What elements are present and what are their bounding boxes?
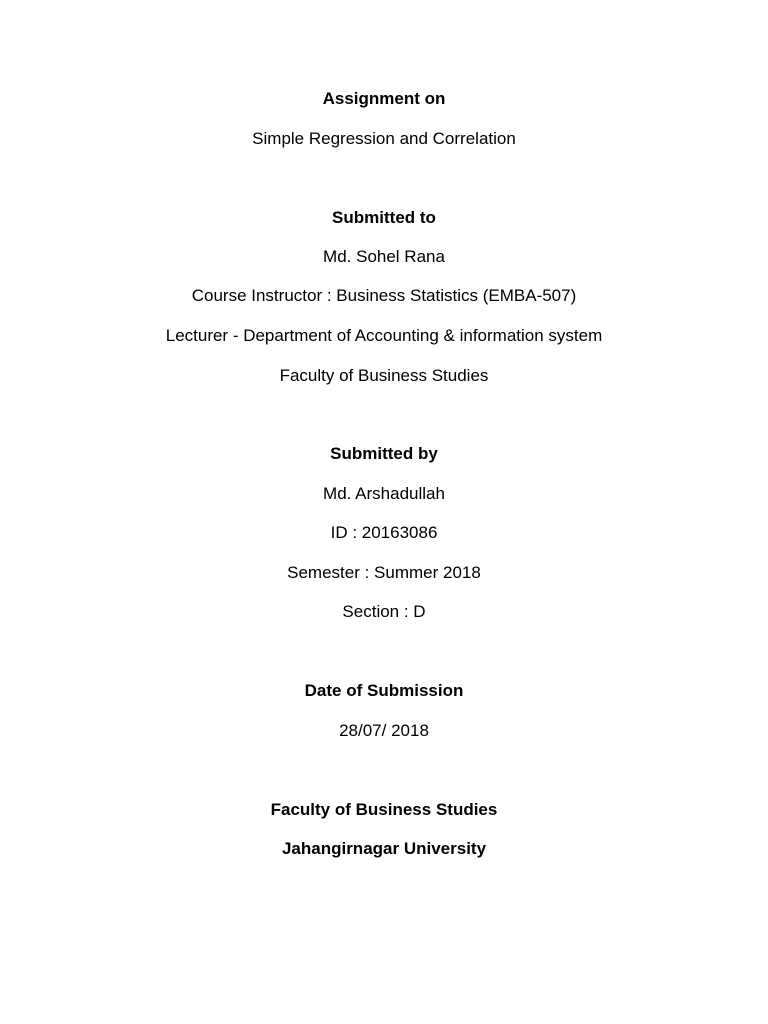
submission-date: 28/07/ 2018 <box>339 721 429 740</box>
assignment-heading: Assignment on <box>322 89 446 108</box>
assignment-topic: Simple Regression and Correlation <box>252 129 516 148</box>
student-id: ID : 20163086 <box>330 523 438 542</box>
submitted-to-heading: Submitted to <box>332 208 436 227</box>
student-section: Section : D <box>342 602 426 621</box>
instructor-faculty: Faculty of Business Studies <box>279 366 489 385</box>
instructor-course: Course Instructor : Business Statistics (EMBA-507) <box>191 286 577 305</box>
instructor-position: Lecturer - Department of Accounting & information system <box>165 326 603 345</box>
instructor-name: Md. Sohel Rana <box>323 247 445 266</box>
student-semester: Semester : Summer 2018 <box>287 563 481 582</box>
submission-date-heading: Date of Submission <box>304 681 464 700</box>
institution-university: Jahangirnagar University <box>281 839 487 858</box>
student-name: Md. Arshadullah <box>323 484 445 503</box>
institution-faculty: Faculty of Business Studies <box>270 800 498 819</box>
submitted-by-heading: Submitted by <box>330 444 438 463</box>
